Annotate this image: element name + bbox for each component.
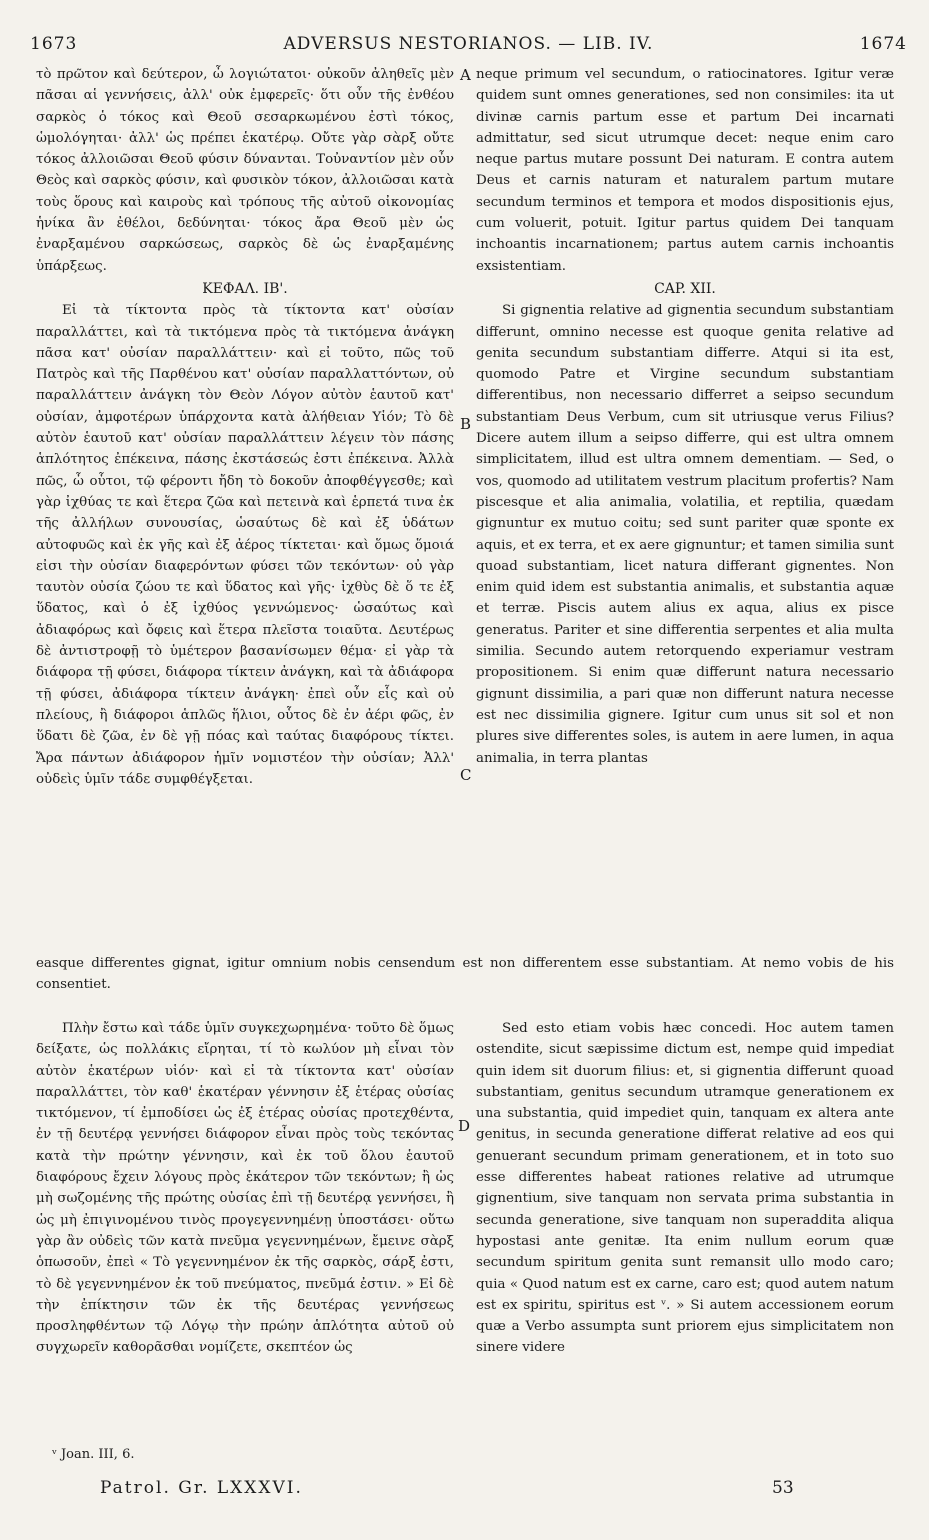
running-title: ADVERSUS NESTORIANOS. — LIB. IV. <box>283 34 654 54</box>
signature-left: Patrol. Gr. LXXXVI. <box>100 1478 303 1498</box>
latin-paragraph-main: Si gignentia relative ad gignentia secundum substantiam differunt, omnino necesse est quoque genita relative ad genita secundum substantiam differre. Atqui si ita est, quomodo Patre et Virgine secundum substantiam differentibus, non necessario differret a seipso secundum substantiam Deus Verbum, cum sit utriusque verus Filius? Dicere autem illum a seipso differre, qui est ultra omnem simplicitatem, illud est ultra omnem dementiam. — Sed, o vos, quomodo ad utilitatem vestrum placitum profertis? Nam piscesque et alia animalia, volatilia, et reptilia, quædam gignuntur ex mutuo coitu; sed sunt pariter quæ sponte ex aquis, et ex terra, et ex aere gignuntur; et tamen similia sunt quoad substantiam, licet natura differant gignentes. Non enim quid idem est substantia animalis, et substantia aquæ et terræ. Piscis autem alius ex aqua, alius ex pisce generatus. Pariter et sine differentia serpentes et alia multa similia. Secundo autem retorquendo experiamur vestram propositionem. Si enim quæ differunt natura necessario gignunt dissimilia, a pari quæ non differunt natura necesse est nec dissimilia gignere. Igitur cum unus sit sol et non plures sive differentes soles, is autem in aere lumen, in aqua animalia, in terra plantas <box>476 303 894 766</box>
latin-paragraph-bottom: Sed esto etiam vobis hæc concedi. Hoc autem tamen ostendite, sicut sæpissime dictum est, nempe quid impediat quin idem sit duorum filius: et, si gignentia differunt quoad substantiam, genitus secundum utramque generationem ex una substantia, quid impediet quin, tanquam ex altera ante genitus, in secunda generatione differat relative ad eos qui genuerant secundum primam generationem, et in toto suo esse differentes habeat rationes relative ad utrumque gignentium, sive tanquam non servata prima substantia in secunda generatione, sive tanquam non superaddita aliqua hypostasi ante genitæ. Ita enim nullum eorum quæ secundum spiritum genita sunt remansit ullo modo caro; quia « Quod natum est ex carne, caro est; quod autem natum est ex spiritu, spiritus est ᵛ. » Si autem accessionem eorum quæ a Verbo assumpta sunt priorem ejus simplicitatem non sinere videre <box>476 1021 894 1356</box>
page-number-right: 1674 <box>859 34 907 54</box>
greek-paragraph-top: τὸ πρῶτον καὶ δεύτερον, ὦ λογιώτατοι· οὐκοῦν ἀληθεῖς μὲν πᾶσαι αἱ γεννήσεις, ἀλλ' οὐκ ἐμφερεῖς· ὅτι οὖν τῆς ἐνθέου σαρκὸς ὁ τόκος καὶ Θεοῦ σεσαρκωμένου ἐστὶ τόκος, ὡμολόγηται· ἀλλ' ὡς πρέπει ἑκατέρῳ. Οὔτε γὰρ σὰρξ οὔτε τόκος ἀλλοιῶσαι Θεοῦ φύσιν δύνανται. Τοὐναντίον μὲν οὖν Θεὸς καὶ σαρκὸς φύσιν, καὶ φυσικὸν τόκον, ἀλλοιῶσαι κατὰ τοὺς ὅρους καὶ καιροὺς καὶ τρόπους τῆς αὐτοῦ οἰκονομίας ἡνίκα ἂν ἐθέλοι, δεδύνηται· τόκος ἄρα Θεοῦ μὲν ὡς ἐναρξαμένου σαρκώσεως, σαρκὸς δὲ ὡς ἐναρξαμένης ὑπάρξεως. <box>36 67 454 274</box>
latin-chapter-heading: CAP. XII. <box>654 280 716 297</box>
margin-letter-d: D <box>458 1117 471 1135</box>
margin-letter-c: C <box>460 766 472 784</box>
greek-column-bottom <box>36 1018 454 1359</box>
latin-wide-line: easque differentes gignat, igitur omnium nobis censendum est non differentem esse substantiam. At nemo vobis de his consentiet. <box>36 956 894 993</box>
footnote: ᵛ Joan. III, 6. <box>52 1447 135 1462</box>
latin-column-top <box>476 64 894 769</box>
running-header <box>30 34 907 58</box>
signature-right: 53 <box>772 1478 794 1498</box>
margin-letter-a: A <box>460 66 471 84</box>
page-number-left: 1673 <box>30 34 78 54</box>
greek-column-top <box>36 64 454 790</box>
greek-paragraph-bottom: Πλὴν ἔστω καὶ τάδε ὑμῖν συγκεχωρημένα· τοῦτο δὲ ὅμως δείξατε, ὡς πολλάκις εἴρηται, τί τὸ κωλύον μὴ εἶναι τὸν αὐτὸν ἑκατέρων υἱόν· καὶ εἰ τὰ τίκτοντα κατ' οὐσίαν παραλλάττει, τὸν καθ' ἑκατέραν γέννησιν ἐξ ἑτέρας οὐσίας τικτόμενον, τί ἐμποδίσει ὡς ἐξ ἑτέρας οὐσίας προτεχθέντα, ἐν τῇ δευτέρᾳ γεννήσει διάφορον εἶναι πρὸς τοὺς τεκόντας κατὰ τὴν πρώτην γέννησιν, καὶ ἐκ τοῦ ὅλου ἑαυτοῦ διαφόρους ἔχειν λόγους πρὸς ἑκάτερον τῶν τεκόντων; ἢ ὡς μὴ σωζομένης τῆς πρώτης οὐσίας ἐπὶ τῇ δευτέρᾳ γεννήσει, ἢ ὡς μὴ ἐπιγινομένου τινὸς προγεγεννημένῃ ὑποστάσει· οὕτω γὰρ ἂν οὐδεὶς τῶν κατὰ πνεῦμα γεγεννημένων, ἔμεινε σὰρξ ὁπωσοῦν, ἐπεὶ « Τὸ γεγεννημένον ἐκ τῆς σαρκὸς, σάρξ ἐστι, τὸ δὲ γεγεννημένον ἐκ τοῦ πνεύματος, πνεῦμά ἐστιν. » Εἰ δὲ τὴν ἐπίκτησιν τῶν ἐκ τῆς δευτέρας γεννήσεως προσληφθέντων τῷ Λόγῳ τὴν πρώην ἁπλότητα αὐτοῦ οὐ συγχωρεῖν καθορᾶσθαι νομίζετε, σκεπτέον ὡς <box>36 1021 454 1356</box>
latin-paragraph-top: neque primum vel secundum, o ratiocinatores. Igitur veræ quidem sunt omnes generationes, sed non consimiles: ita ut divinæ carnis partum esse et partum Dei incarnati admittatur, sed sicut utrumque decet: neque enim caro neque partus mutare possunt Dei naturam. E contra autem Deus et carnis naturam et naturalem partum mutare secundum terminos et tempora et modos dispositionis ejus, cum voluerit, potuit. Igitur partus quidem Dei tanquam inchoantis incarnationem; partus autem carnis inchoantis exsistentiam. <box>476 67 894 274</box>
greek-paragraph-main: Εἰ τὰ τίκτοντα πρὸς τὰ τίκτοντα κατ' οὐσίαν παραλλάττει, καὶ τὰ τικτόμενα πρὸς τὰ τικτόμενα ἀνάγκη πᾶσα κατ' οὐσίαν παραλλάττειν· καὶ εἰ τοῦτο, πῶς τοῦ Πατρὸς καὶ τῆς Παρθένου κατ' οὐσίαν παραλλαττόντων, οὐ παραλλάττειν ἀνάγκη τὸν Θεὸν Λόγον αὐτὸν ἑαυτοῦ κατ' οὐσίαν, ἀμφοτέρων ὑπάρχοντα κατὰ ἀλήθειαν Υἱόν; Τὸ δὲ αὐτὸν ἑαυτοῦ κατ' οὐσίαν παραλλάττειν λέγειν τὸν πάσης ἁπλότητος ἐπέκεινα, πάσης ἐκστάσεώς ἐστι ἐπέκεινα. Ἀλλὰ πῶς, ὦ οὗτοι, τῷ φέροντι ἤδη τὸ δοκοῦν ἀποφθέγγεσθε; καὶ γὰρ ἰχθύας τε καὶ ἕτερα ζῶα καὶ πετεινὰ καὶ ἑρπετά τινα ἐκ τῆς ἀλλήλων συνουσίας, ὡσαύτως δὲ καὶ ἐξ ὑδάτων αὐτοφυῶς καὶ ἐκ γῆς καὶ ἐξ ἀέρος τίκτεται· καὶ ὅμως ὅμοιά εἰσι τὴν οὐσίαν διαφερόντων φύσει τῶν τεκόντων· οὐ γὰρ ταυτὸν οὐσία ζώου τε καὶ ὕδατος καὶ γῆς· ἰχθὺς δὲ ὅ τε ἐξ ὕδατος, καὶ ὁ ἐξ ἰχθύος γεννώμενος· ὡσαύτως καὶ ἀδιαφόρως καὶ ὄφεις καὶ ἕτερα πλεῖστα τοιαῦτα. Δευτέρως δὲ ἀντιστροφῇ τὸ ὑμέτερον βασανίσωμεν θέμα· εἰ γὰρ τὰ διάφορα τῇ φύσει, διάφορα τίκτειν ἀνάγκη, καὶ τὰ ἀδιάφορα τῇ φύσει, ἀδιάφορα τίκτειν ἀνάγκη· ἐπεὶ οὖν εἷς καὶ οὐ πλείους, ἢ διάφοροι ἁπλῶς ἥλιοι, οὗτος δὲ ἐν ἀέρι φῶς, ἐν ὕδατι δὲ ζῶα, ἐν δὲ γῇ πόας καὶ ταύτας διαφόρους τίκτει. Ἄρα πάντων ἀδιάφορον ἡμῖν νομιστέον τὴν οὐσίαν; Ἀλλ' οὐδεὶς ὑμῖν τάδε συμφθέγξεται. <box>36 303 454 787</box>
latin-column-bottom <box>476 1018 894 1359</box>
greek-chapter-heading: ΚΕΦΑΛ. ΙΒ'. <box>202 280 288 297</box>
margin-letter-b: B <box>460 415 472 433</box>
